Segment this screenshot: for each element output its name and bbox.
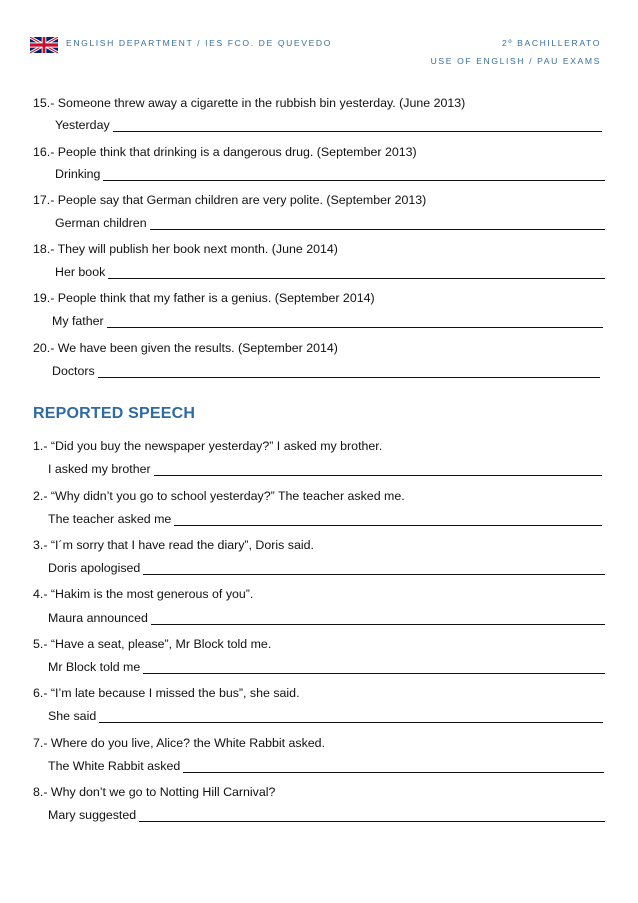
reported-question-8: 8.- Why don’t we go to Notting Hill Carnival? <box>33 785 276 799</box>
answer-prompt: Her book <box>55 265 106 279</box>
answer-prompt: My father <box>52 314 104 328</box>
answer-blank[interactable] <box>113 120 602 132</box>
answer-row-19 <box>52 314 603 328</box>
answer-row-17 <box>55 216 605 230</box>
answer-blank[interactable] <box>98 366 600 378</box>
question-15: 15.- Someone threw away a cigarette in the rubbish bin yesterday. (June 2013) <box>33 96 466 110</box>
section-title-reported-speech: REPORTED SPEECH <box>33 405 196 422</box>
answer-blank[interactable] <box>108 267 605 279</box>
reported-answer-row-3 <box>48 561 605 575</box>
answer-blank[interactable] <box>154 464 602 476</box>
reported-question-1: 1.- “Did you buy the newspaper yesterday?” I asked my brother. <box>33 439 383 453</box>
answer-blank[interactable] <box>150 218 605 230</box>
answer-row-15 <box>55 118 602 132</box>
answer-prompt: Drinking <box>55 167 101 181</box>
answer-blank[interactable] <box>139 810 605 822</box>
answer-prompt: The White Rabbit asked <box>48 759 181 773</box>
reported-question-5: 5.- “Have a seat, please”, Mr Block told me. <box>33 637 272 651</box>
question-17: 17.- People say that German children are very polite. (September 2013) <box>33 193 427 207</box>
reported-question-4: 4.- “Hakim is the most generous of you”. <box>33 587 254 601</box>
reported-answer-row-5 <box>48 660 605 674</box>
reported-answer-row-2 <box>48 512 602 526</box>
answer-blank[interactable] <box>143 662 605 674</box>
answer-row-16 <box>55 167 605 181</box>
reported-question-6: 6.- “I’m late because I missed the bus”, she said. <box>33 686 300 700</box>
question-20: 20.- We have been given the results. (September 2014) <box>33 341 338 355</box>
answer-prompt: Maura announced <box>48 611 148 625</box>
reported-question-2: 2.- “Why didn’t you go to school yesterday?” The teacher asked me. <box>33 489 405 503</box>
answer-blank[interactable] <box>103 169 605 181</box>
reported-question-3: 3.- “I´m sorry that I have read the diary”, Doris said. <box>33 538 314 552</box>
answer-blank[interactable] <box>151 613 605 625</box>
question-18: 18.- They will publish her book next month. (June 2014) <box>33 242 338 256</box>
reported-question-7: 7.- Where do you live, Alice? the White Rabbit asked. <box>33 736 326 750</box>
answer-blank[interactable] <box>183 761 604 773</box>
reported-answer-row-1 <box>48 462 602 476</box>
answer-prompt: I asked my brother <box>48 462 151 476</box>
answer-blank[interactable] <box>143 563 605 575</box>
answer-prompt: Doris apologised <box>48 561 141 575</box>
question-19: 19.- People think that my father is a genius. (September 2014) <box>33 291 375 305</box>
answer-row-18 <box>55 265 605 279</box>
answer-blank[interactable] <box>99 711 603 723</box>
question-16: 16.- People think that drinking is a dangerous drug. (September 2013) <box>33 145 417 159</box>
answer-prompt: Mary suggested <box>48 808 137 822</box>
answer-prompt: The teacher asked me <box>48 512 172 526</box>
answer-blank[interactable] <box>107 316 603 328</box>
answer-prompt: Doctors <box>52 364 95 378</box>
answer-prompt: Yesterday <box>55 118 110 132</box>
reported-answer-row-6 <box>48 709 603 723</box>
course-label: 2º BACHILLERATO <box>502 38 601 48</box>
reported-answer-row-7 <box>48 759 604 773</box>
answer-prompt: She said <box>48 709 97 723</box>
answer-prompt: German children <box>55 216 147 230</box>
reported-answer-row-4 <box>48 611 605 625</box>
department-label: ENGLISH DEPARTMENT / IES FCO. DE QUEVEDO <box>66 38 332 48</box>
answer-row-20 <box>52 364 600 378</box>
reported-answer-row-8 <box>48 808 605 822</box>
uk-flag-icon <box>30 37 58 53</box>
page-header <box>0 0 638 80</box>
answer-prompt: Mr Block told me <box>48 660 141 674</box>
exam-subtitle: USE OF ENGLISH / PAU EXAMS <box>430 56 601 66</box>
answer-blank[interactable] <box>174 514 602 526</box>
